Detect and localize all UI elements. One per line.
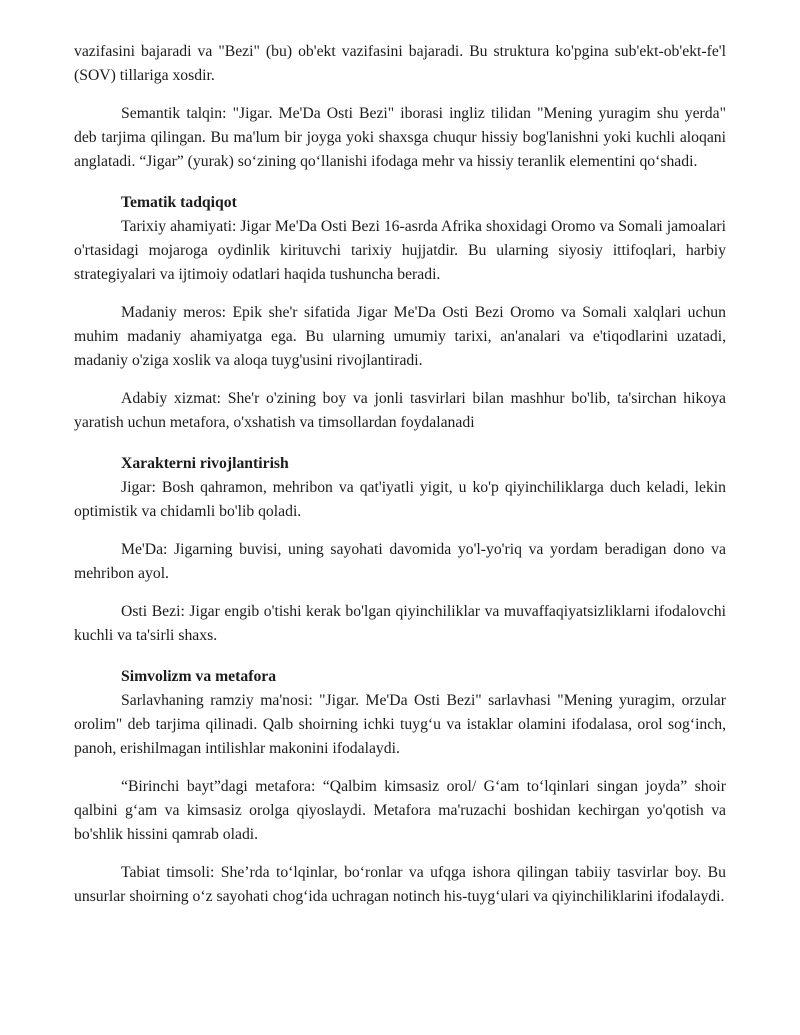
heading-character-development: Xarakterni rivojlantirish — [121, 455, 289, 472]
paragraph-sov-structure: vazifasini bajaradi va "Bezi" (bu) ob'ekt vazifasini bajaradi. Bu struktura ko'pgina sub'ekt-ob'ekt-fe'l (SOV) tillariga xosdir. — [74, 43, 726, 84]
paragraph-character-osti-bezi: Osti Bezi: Jigar engib o'tishi kerak bo'lgan qiyinchiliklar va muvaffaqiyatsizliklarni ifodalovchi kuchli va ta'sirli shaxs. — [74, 603, 726, 644]
paragraph-literary-merit: Adabiy xizmat: She'r o'zining boy va jonli tasvirlari bilan mashhur bo'lib, ta'sirchan hikoya yaratish uchun metafora, o'xshatish va timsollardan foydalanadi — [74, 390, 726, 431]
heading-symbolism-metaphor: Simvolizm va metafora — [121, 668, 277, 685]
document-page — [74, 40, 726, 909]
paragraph-title-symbolism: Sarlavhaning ramziy ma'nosi: "Jigar. Me'Da Osti Bezi" sarlavhasi "Mening yuragim, orzular orolim" deb tarjima qilinadi. Qalb shoirning ichki tuyg‘u va istaklar olamini ifodalasa, orol sog‘inch, panoh, erishilmagan intilishlar makonini ifodalaydi. — [74, 692, 726, 757]
paragraph-first-verse-metaphor: “Birinchi bayt”dagi metafora: “Qalbim kimsasiz orol/ G‘am to‘lqinlari singan joyda” shoir qalbini g‘am va kimsasiz orolga qiyoslaydi. Metafora ma'ruzachi boshidan kechirgan yo'qotish va bo'shlik hissini qamrab oladi. — [74, 778, 726, 843]
paragraph-character-jigar: Jigar: Bosh qahramon, mehribon va qat'iyatli yigit, u ko'p qiyinchiliklarga duch keladi, lekin optimistik va chidamli bo'lib qoladi. — [74, 479, 726, 520]
paragraph-cultural-heritage: Madaniy meros: Epik she'r sifatida Jigar Me'Da Osti Bezi Oromo va Somali xalqlari uchun muhim madaniy ahamiyatga ega. Bu ularning umumiy tarixi, an'analari va e'tiqodlarini uzatadi, madaniy o'ziga xoslik va aloqa tuyg'usini rivojlantiradi. — [74, 304, 726, 369]
paragraph-nature-symbol: Tabiat timsoli: She’rda to‘lqinlar, bo‘ronlar va ufqga ishora qilingan tabiiy tasvirlar boy. Bu unsurlar shoirning o‘z sayohati chog‘ida uchragan notinch his-tuyg‘ulari va qiyinchiliklarini ifodalaydi. — [74, 864, 726, 905]
heading-thematic-study: Tematik tadqiqot — [121, 194, 237, 211]
paragraph-semantic-interpretation: Semantik talqin: "Jigar. Me'Da Osti Bezi" iborasi ingliz tilidan "Mening yuragim shu yerda" deb tarjima qilingan. Bu ma'lum bir joyga yoki shaxsga chuqur hissiy bog'lanishni yoki kuchli aloqani anglatadi. “Jigar” (yurak) so‘zining qo‘llanishi ifodaga mehr va hissiy teranlik elementini qo‘shadi. — [74, 105, 726, 170]
paragraph-character-meda: Me'Da: Jigarning buvisi, uning sayohati davomida yo'l-yo'riq va yordam beradigan dono va mehribon ayol. — [74, 541, 726, 582]
paragraph-historical-significance: Tarixiy ahamiyati: Jigar Me'Da Osti Bezi 16-asrda Afrika shoxidagi Oromo va Somali jamoalari o'rtasidagi mojaroga oydinlik kirituvchi tarixiy hujjatdir. Bu ularning siyosiy ittifoqlari, harbiy strategiyalari va ijtimoiy odatlari haqida tushuncha beradi. — [74, 218, 726, 283]
